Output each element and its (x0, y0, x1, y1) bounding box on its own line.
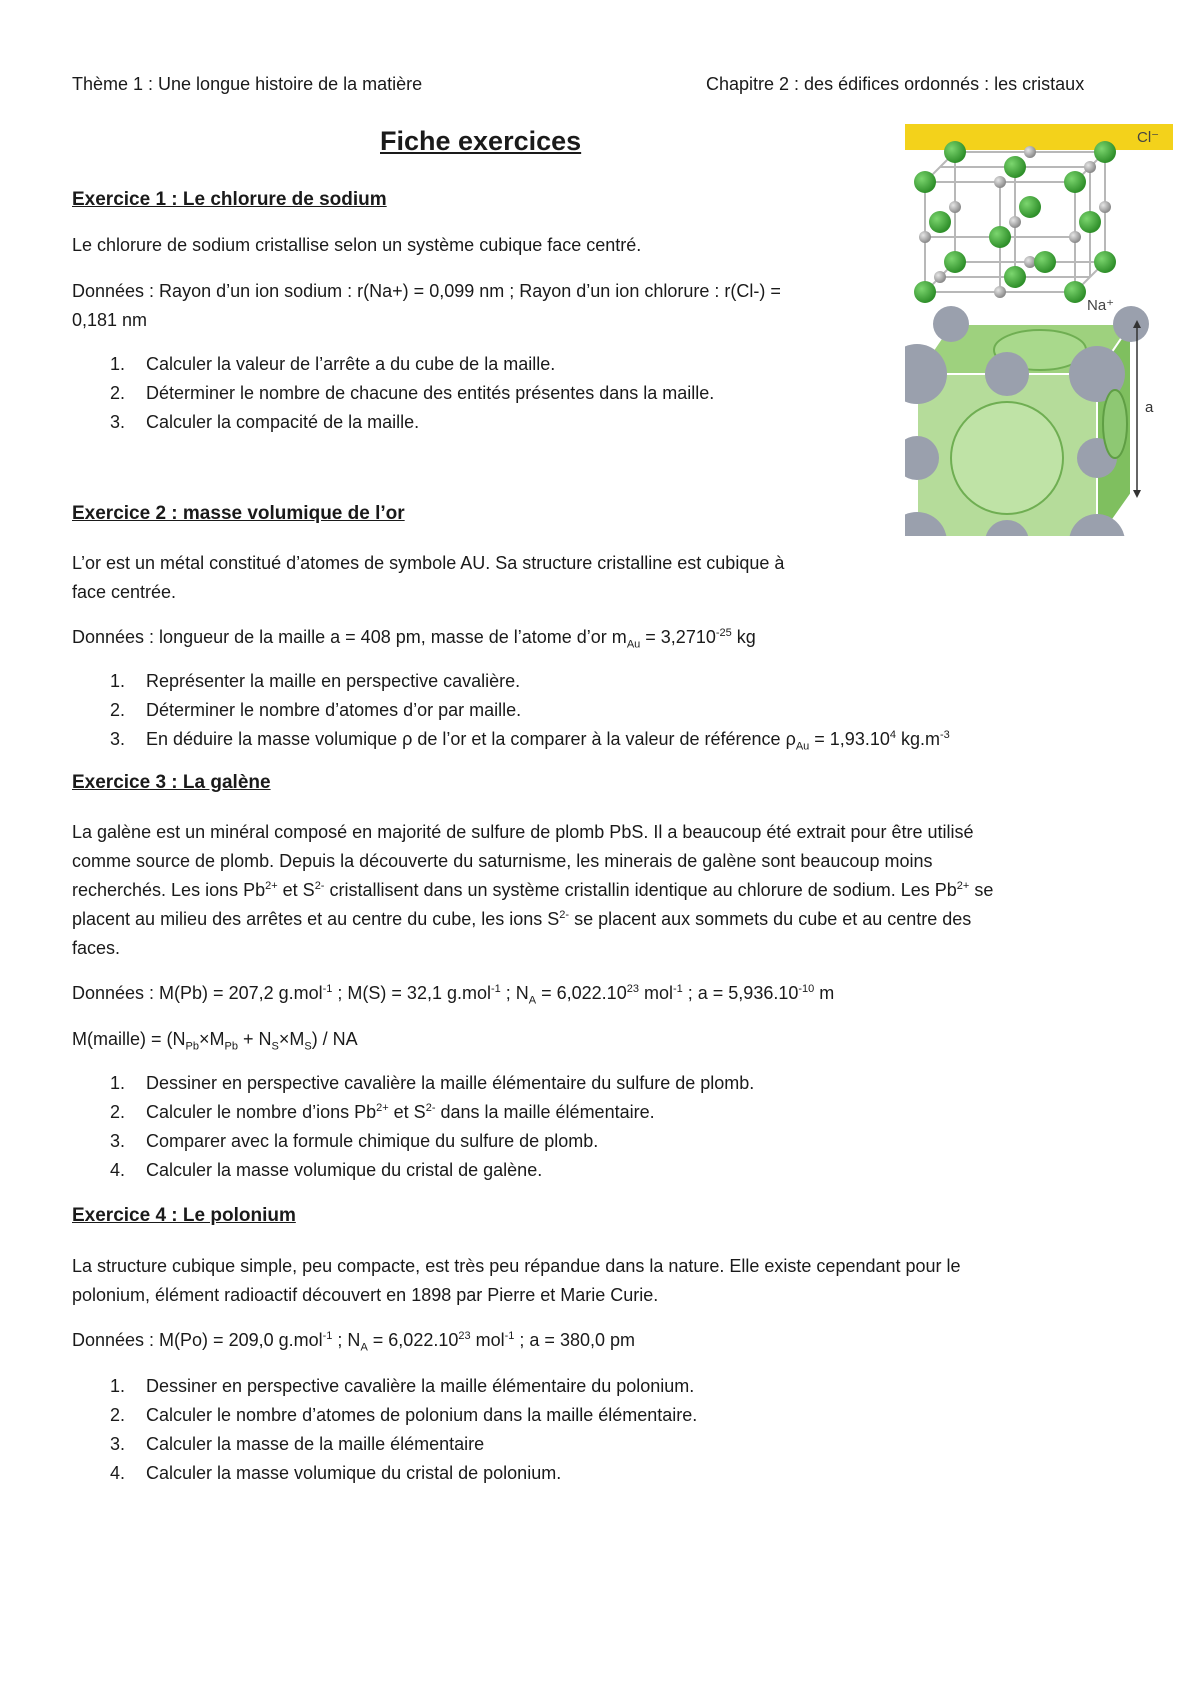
crystal-illustration (905, 124, 1173, 540)
ex3-questions (72, 1069, 754, 1185)
ex1-intro: Le chlorure de sodium cristallise selon un système cubique face centré. (72, 235, 642, 255)
ex2-intro-line2: face centrée. (72, 582, 177, 602)
edge-a-label: a (1145, 399, 1154, 416)
ex3-p5: faces. (72, 938, 121, 958)
ex3-formula: M(maille) = $(N_{Pb}\times M_{Pb} + N_S\times M_S)$ / NA (72, 1029, 358, 1053)
list-item: 2. Déterminer le nombre de chacune des entités présentes dans la maille. (110, 383, 715, 403)
ex3-p3: recherchés. Les ions $Pb^{2+}$ et $S^{2-}$ cristallisent dans un système cristallin identique au chlorure de sodium. Les $Pb^{2+}$ se (72, 880, 994, 900)
header-theme: Thème 1 : Une longue histoire de la matière (72, 74, 423, 94)
list-item: 3. Calculer la compacité de la maille. (110, 412, 420, 432)
cl-band (905, 124, 1173, 150)
list-item: 3. Comparer avec la formule chimique du sulfure de plomb. (110, 1131, 599, 1151)
ex4-questions (72, 1372, 697, 1488)
ex3-title: Exercice 3 : La galène (72, 772, 271, 793)
ex2-data: Données : longueur de la maille a = 408 pm, masse de l’atome d’or $m_{Au} = 3,2710^{-25}$ kg (72, 627, 756, 651)
ex4-p2: polonium, élément radioactif découvert en 1898 par Pierre et Marie Curie. (72, 1285, 659, 1305)
list-item: 1. Dessiner en perspective cavalière la maille élémentaire du sulfure de plomb. (110, 1073, 755, 1093)
list-item: 1. Calculer la valeur de l’arrête a du cube de la maille. (110, 354, 556, 374)
compact-cube (905, 306, 1173, 540)
ex1-questions (72, 350, 714, 437)
page-title: Fiche exercices (380, 126, 582, 156)
ex4-title: Exercice 4 : Le polonium (72, 1205, 296, 1226)
ex1-title: Exercice 1 : Le chlorure de sodium (72, 189, 387, 210)
na-label: Na⁺ (1087, 297, 1115, 314)
ex3-p2: comme source de plomb. Depuis la découverte du saturnisme, les minerais de galène sont beaucoup moins (72, 851, 933, 871)
list-item: 3. Calculer la masse de la maille élémentaire (110, 1434, 485, 1454)
list-item: 2. Calculer le nombre d’atomes de polonium dans la maille élémentaire. (110, 1405, 698, 1425)
ex1-data-line2: 0,181 nm (72, 310, 148, 330)
ex3-p1: La galène est un minéral composé en majorité de sulfure de plomb PbS. Il a beaucoup été extrait pour être utilisé (72, 822, 974, 842)
list-item: 1. Dessiner en perspective cavalière la maille élémentaire du polonium. (110, 1376, 695, 1396)
ex1-data-line1: Données : Rayon d’un ion sodium : r(Na+) = 0,099 nm ; Rayon d’un ion chlorure : r(Cl-) = (72, 281, 781, 301)
ex2-questions (72, 667, 950, 754)
list-item: 1. Représenter la maille en perspective cavalière. (110, 671, 521, 691)
nacl-crystal-figure (905, 124, 1173, 540)
header-chapter: Chapitre 2 : des édifices ordonnés : les cristaux (706, 74, 1085, 94)
list-item: 4. Calculer la masse volumique du cristal de galène. (110, 1160, 543, 1180)
ex2-title: Exercice 2 : masse volumique de l’or (72, 503, 405, 524)
list-item: 4. Calculer la masse volumique du cristal de polonium. (110, 1463, 562, 1483)
ex4-data: Données : M(Po) = 209,0 g.mol$^{-1}$ ; $N_A = 6,022.10^{23}$ mol$^{-1}$ ; a = 380,0 pm (72, 1330, 635, 1354)
list-item: 2. Calculer le nombre d’ions $Pb^{2+}$ et $S^{2-}$ dans la maille élémentaire. (110, 1102, 655, 1122)
list-item: 3. En déduire la masse volumique ρ de l’or et la comparer à la valeur de référence $\rho_{Au} = 1,93.10^4$ $kg.m^{-3}$ (110, 729, 950, 753)
list-item: 2. Déterminer le nombre d’atomes d’or par maille. (110, 700, 522, 720)
ex4-p1: La structure cubique simple, peu compacte, est très peu répandue dans la nature. Elle existe cependant pour le (72, 1256, 961, 1276)
ex2-intro-line1: L’or est un métal constitué d’atomes de symbole AU. Sa structure cristalline est cubique à (72, 553, 785, 573)
ex3-data: Données : M(Pb) = 207,2 g.mol$^{-1}$ ; M(S) = 32,1 g.mol$^{-1}$ ; $N_A = 6,022.10^{23}$ mol$^{-1}$ ; $a = 5,936.10^{-10}$ m (72, 983, 835, 1007)
ex3-p4: placent au milieu des arrêtes et au centre du cube, les ions $S^{2-}$ se placent aux sommets du cube et au centre des (72, 909, 972, 929)
cl-label: Cl⁻ (1137, 129, 1160, 146)
